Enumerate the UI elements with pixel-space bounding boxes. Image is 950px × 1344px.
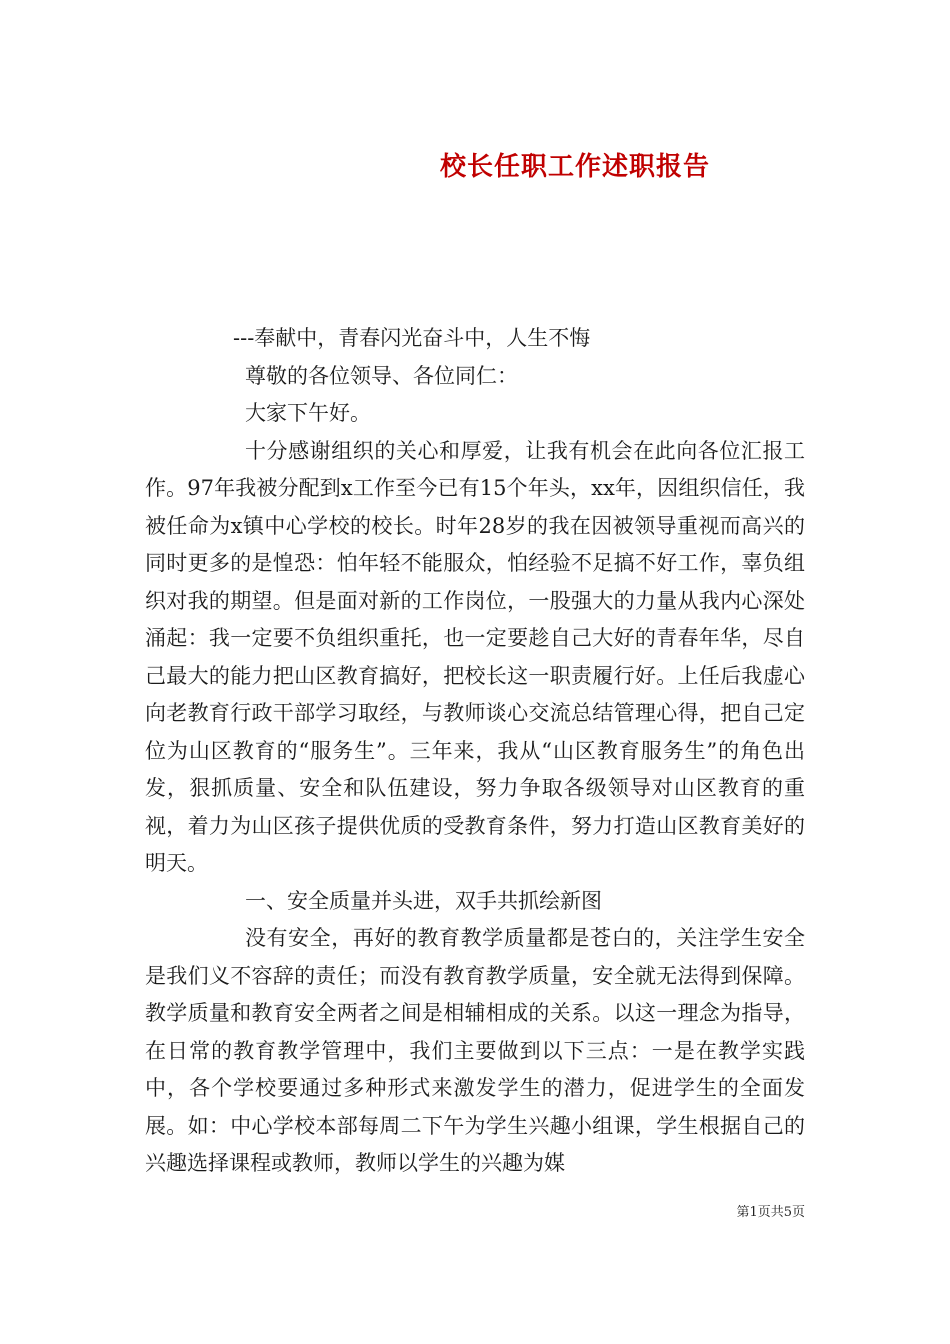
document-subtitle: ---奉献中，青春闪光奋斗中，人生不悔 <box>233 326 591 350</box>
page-number: 第1页共5页 <box>736 1205 805 1220</box>
document-title: 校长任职工作述职报告 <box>439 152 710 183</box>
body-paragraph-1: 十分感谢组织的关心和厚爱，让我有机会在此向各位汇报工作。97年我被分配到x工作至今已有15个年头，xx年，因组织信任，我被任命为x镇中心学校的校长。时年28岁的我在因被领导重视而高兴的同时更多的是惶恐：怕年轻不能服众，怕经验不足搞不好工作，辜负组织对我的期望。但是面对新的工作岗位，一股强大的力量从我内心深处涌起：我一定要不负组织重托，也一定要趁自己大好的青春年华，尽自己最大的能力把山区教育搞好，把校长这一职责履行好。上任后我虚心向老教育行政干部学习取经，与教师谈心交流总结管理心得，把自己定位为山区教育的“服务生”。三年来，我从“山区教育服务生”的角色出发，狠抓质量、安全和队伍建设，努力争取各级领导对山区教育的重视，着力为山区孩子提供优质的受教育条件，努力打造山区教育美好的明天。 <box>145 438 805 875</box>
section-heading-1: 一、安全质量并头进，双手共抓绘新图 <box>245 888 602 913</box>
body-paragraph-2: 没有安全，再好的教育教学质量都是苍白的，关注学生安全是我们义不容辞的责任；而没有教育教学质量，安全就无法得到保障。教学质量和教育安全两者之间是相辅相成的关系。以这一理念为指导，在日常的教育教学管理中，我们主要做到以下三点：一是在教学实践中，各个学校要通过多种形式来激发学生的潜力，促进学生的全面发展。如：中心学校本部每周二下午为学生兴趣小组课，学生根据自己的兴趣选择课程或教师，教师以学生的兴趣为媒 <box>145 926 805 1175</box>
salutation: 尊敬的各位领导、各位同仁： <box>245 363 518 388</box>
greeting: 大家下午好。 <box>245 401 371 425</box>
document-body <box>145 320 805 1183</box>
